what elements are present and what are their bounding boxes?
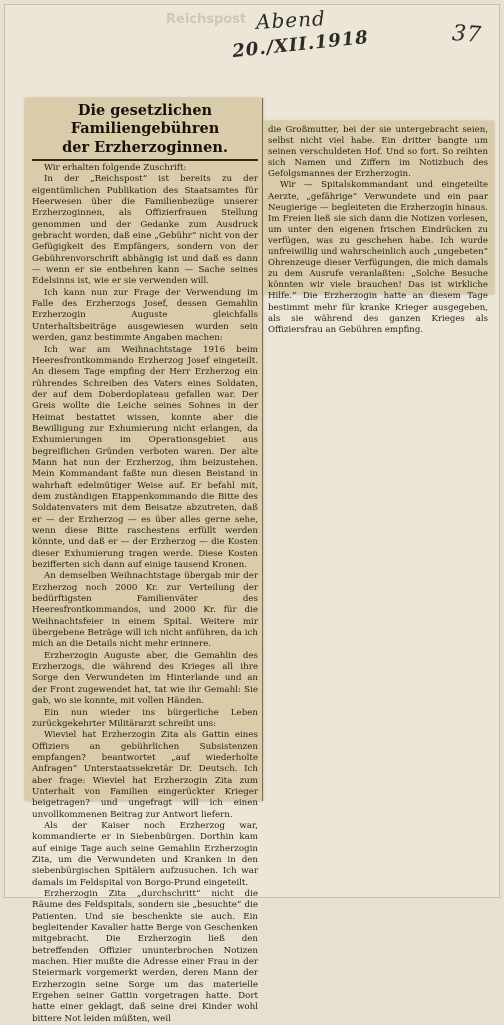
newspaper-clipping-left (25, 98, 263, 1024)
article-paragraph: Erzherzogin Zita „durchschritt“ nicht die Räume des Feldspitals, sondern sie „besuchte“ die Patienten. Und sie beschenkte sie auch. Ein begleitender Kavalier hatte Berge von Geschenken mitgebracht. Die Erzherzogin ließ den betreffenden Offizier ununterbrochen Notizen machen. Hier mußte die Adresse einer Frau in der Steiermark vorgemerkt werden, deren Mann der Erzherzogin seine Sorge um das materielle Ergehen seiner Gattin vorgetragen hatte. Dort hatte einer geklagt, daß seine drei Kinder wohl bittere Not leiden müßten, weil (32, 889, 258, 1024)
article-paragraph: Wir erhalten folgende Zuschrift: (44, 163, 187, 173)
headline-rule (32, 159, 258, 161)
article-paragraph: Erzherzogin Auguste aber, die Gemahlin des Erzherzogs, die während des Krieges all ihre Sorge den Verwundeten im Hinterlande und an der Front zugewendet hat, tat wie ihr Gemahl: Sie gab, wo sie konnte, mit vollen Händen. (32, 650, 258, 707)
article-paragraph: Ich kann nun zur Frage der Verwendung im Falle des Erzherzogs Josef, dessen Gemahlin Erzherzogin Auguste gleichfalls Unterhaltsbeiträge ausgewiesen wurden sein werden, ganz bestimmte Angaben machen: (32, 287, 258, 344)
article-headline-line-2: der Erzherzoginnen. (62, 139, 228, 156)
handwritten-sheet-number: 37 (451, 20, 483, 49)
article-paragraph: An demselben Weihnachtstage übergab mir der Erzherzog noch 2000 Kr. zur Verteilung der bedürftigsten Familienväter des Heeresfrontkommandos, und 2000 Kr. für die Weihnachtsfeier in einem Spital. Weitere mir übergebene Beträge will ich nicht anführen, da ich mich an die Details nicht mehr erinnere. (32, 571, 258, 650)
handwritten-source-note: Abend (255, 6, 327, 34)
article-paragraph: In der „Reichspost“ ist bereits zu der eigentümlichen Publikation des Staatsamtes für Heerwesen über die Familienbezüge unserer Erzherzoginnen, als Offizierfrauen Stellung genommen und der Gedanke zum Ausdruck gebracht worden, daß eine „Gebühr“ nicht von der Gefügigkeit des Empfängers, sondern von der Gebührenvorschrift abhängig ist und daß es dann — wenn er sie entbehren kann — Sache seines Edelsinns ist, wie er sie verwenden will. (32, 174, 258, 287)
article-headline-line-1: Die gesetzlichen Familiengebühren (70, 102, 220, 137)
article-paragraph: Ein nun wieder ins bürgerliche Leben zurückgekehrter Militärarzt schreibt uns: (32, 707, 258, 729)
article-paragraph: Wir — Spitalskommandant und eingeteilte Aerzte, „gefährige“ Verwundete und ein paar Neugierige — begleiteten die Erzherzogin hinaus. Im Freien ließ sie sich dann die Notizen vorlesen, um unter den eigenen frischen Eindrücken zu verfügen, was zu geschehen habe. Ich wurde unfreiwillig und wahrscheinlich auch „ungebeten“ Ohrenzeuge dieser Verfügungen, die mich damals zu dem Ausrufe veranlaßten: „Solche Besuche könnten wir viele brauchen! Das ist wirkliche Hilfe.“ Die Erzherzogin hatte an diesem Tage bestimmt mehr für kranke Krieger ausgegeben, als sie während des ganzen Krieges als Offiziersfrau an Gebühren empfing. (268, 180, 488, 335)
article-paragraph: die Großmutter, bei der sie untergebracht seien, selbst nicht viel habe. Ein dritter bangte um seinen verschuldeten Hof. Und so fort. So reihten sich Namen und Ziffern im Notizbuch des Gefolgsmannes der Erzherzogin. (268, 125, 488, 180)
handwritten-date-note: 20./XII.1918 (231, 26, 370, 63)
newspaper-clipping-right (263, 121, 494, 335)
article-paragraph: Wieviel hat Erzherzogin Zita als Gattin eines Offiziers an gebührlichen Subsistenzen empfangen? beantwortet „auf wiederholte Anfragen“ Unterstaatssekretär Dr. Deutsch. Ich aber frage: Wieviel hat Erzherzogin Zita zum Unterhalt von Familien eingerückter Krieger beigetragen? und ungefragt will ich einen unvollkommenen Beitrag zur Antwort liefern. (32, 730, 258, 820)
faint-newspaper-print: Reichspost (166, 12, 247, 27)
article-paragraph: Als der Kaiser noch Erzherzog war, kommandierte er in Siebenbürgen. Dorthin kam auf einige Tage auch seine Gemahlin Erzherzogin Zita, um die Verwundeten und Kranken in den siebenbürgischen Spitälern aufzusuchen. Ich war damals im Feldspital von Borgo-Prund eingeteilt. (32, 820, 258, 888)
article-paragraph: Ich war am Weihnachtstage 1916 beim Heeresfrontkommando Erzherzog Josef eingeteilt. An diesem Tage empfing der Herr Erzherzog ein rührendes Schreiben des Vaters eines Soldaten, der auf dem Doberdoplateau gefallen war. Der Greis wollte die Leiche seines Sohnes in der Heimat bestattet wissen, konnte aber die Bewilligung zur Exhumierung nicht erlangen, da Exhumierungen im Operationsgebiet aus begreiflichen Gründen verboten waren. Der alte Mann hat nun der Erzherzog, ihm beizustehen. Mein Kommandant faßte nun diesen Beistand in wahrhaft edelmütiger Weise auf. Er befahl mit, dem zuständigen Etappenkommando die Bitte des Soldatenvaters mit dem Beisatze abzutreten, daß er — der Erzherzog — es über alles gerne sehe, wenn diese Bitte raschestens erfüllt werden könnte, und daß er — der Erzherzog — die Kosten dieser Exhumierung tragen werde. Diese Kosten bezifferten sich dann auf einige tausend Kronen. (32, 344, 258, 571)
